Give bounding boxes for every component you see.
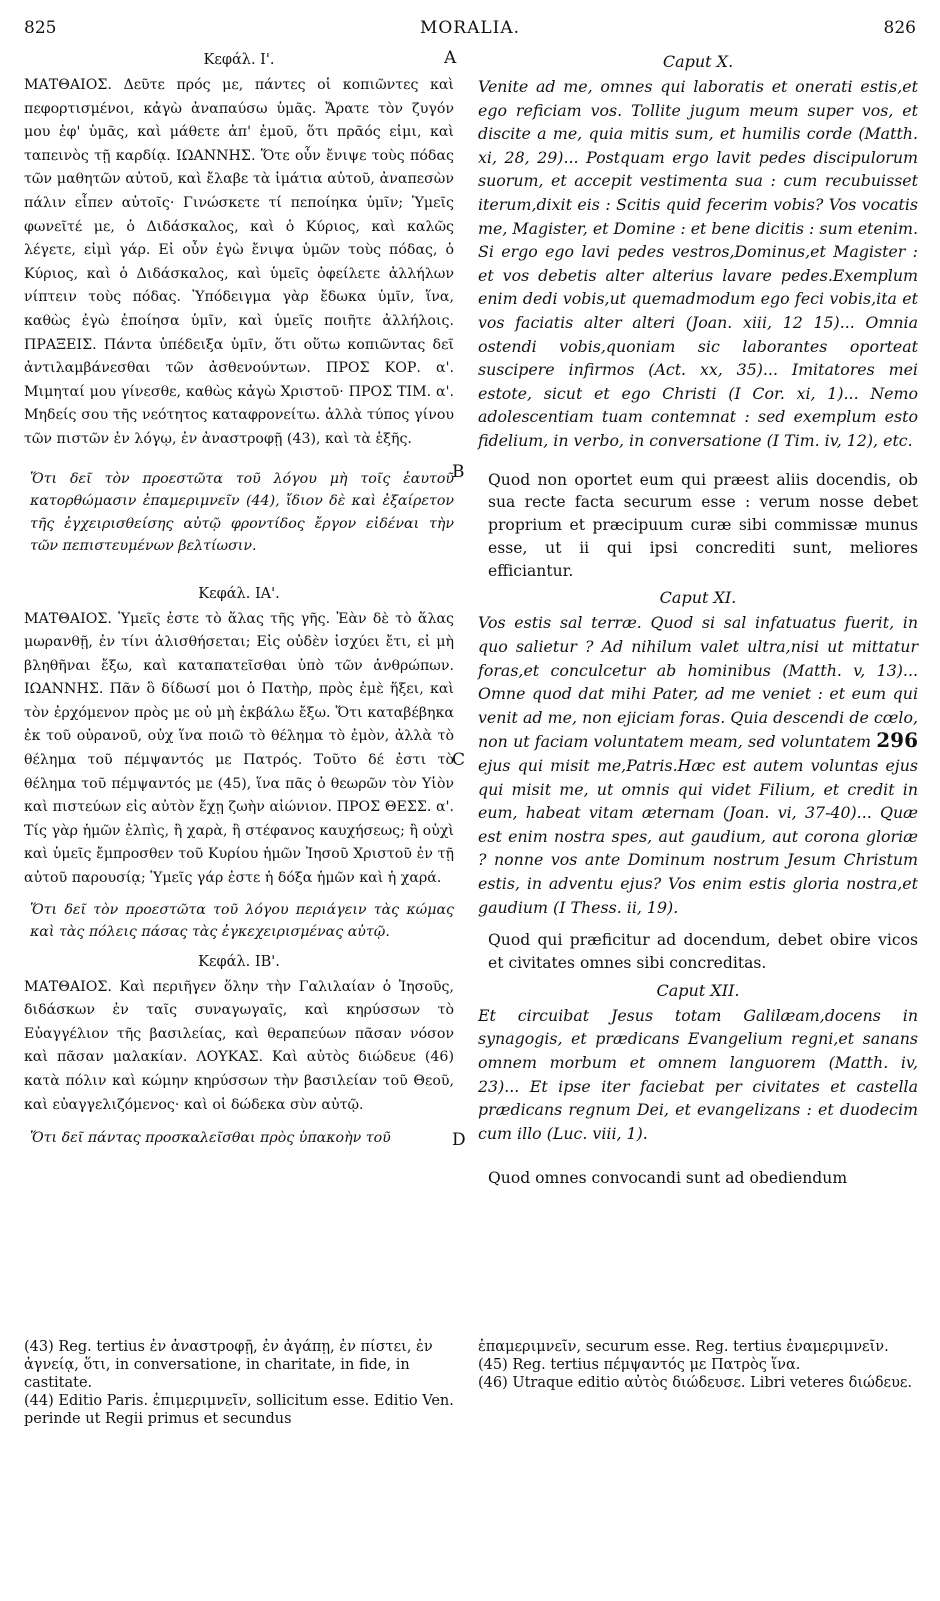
footnote-43: (43) Reg. tertius ἐν ἀναστροφῇ, ἐν ἀγάπῃ, ἐν πίστει, ἐν ἁγνείᾳ, ὅτι, in conversatione, in charitate, in fide, in castitate.: [24, 1339, 433, 1391]
page-number-right: 826: [883, 18, 916, 38]
footnote-44: (44) Editio Paris. ἐπιμεριμνεῖν, sollicitum esse. Editio Ven. perinde ut Regii primus et secundus: [24, 1393, 454, 1427]
latin-rubric-2: Quod qui præficitur ad docendum, debet obire vicos et civitates omnes sibi concreditas.: [488, 931, 918, 972]
greek-rubric-2: Ὅτι δεῖ τὸν προεστῶτα τοῦ λόγου περιάγειν τὰς κώμας καὶ τὰς πόλεις πάσας τὰς ἐγκεχειρισμένας αὐτῷ.: [30, 901, 454, 941]
latin-chapter-10-text: Venite ad me, omnes qui laboratis et onerati estis,et ego reficiam vos. Tollite jugum meum super vos, et discite a me, quia mitis sum, et humilis corde (Matth. xi, 28, 29)... Postquam ergo lavit pedes discipulorum suorum, et accepit vestimenta sua : cum recubuisset iterum,dixit eis : Scitis quid fecerim vobis? Vos vocatis me, Magister, et Domine : et bene dicitis : sum etenim. Si ergo ego lavi pedes vestros,Dominus,et Magister : et vos debetis alter alterius lavare pedes.Exemplum enim dedi vobis,ut quemadmodum ego feci vobis,ita et vos faciatis alter alteri (Joan. xiii, 12 15)... Omnia ostendi vobis,quoniam sic laborantes oporteat suscipere infirmos (Act. xx, 35)... Imitatores mei estote, sicut et ego Christi (I Cor. xi, 1)... Nemo adolescentiam tuam contemnat : sed exemplum esto fidelium, in verbo, in conversatione (I Tim. iv, 12), etc.: [478, 77, 918, 450]
margin-letter-d: D: [452, 1130, 466, 1150]
footnotes-right: [478, 1338, 918, 1392]
latin-rubric-1: Quod non oportet eum qui præest aliis docendis, ob sua recte facta securum esse : verum nosse debet proprium et præcipuum curæ sibi commissæ munus esse, ut ii qui ipsi concrediti sunt, meliores efficiantur.: [488, 470, 918, 580]
latin-rubric-3: Quod omnes convocandi sunt ad obediendum: [488, 1169, 848, 1188]
margin-letter-c: C: [452, 750, 466, 770]
greek-chapter-11-text: ΜΑΤΘΑΙΟΣ. Ὑμεῖς ἐστε τὸ ἅλας τῆς γῆς. Ἐὰν δὲ τὸ ἅλας μωρανθῇ, ἐν τίνι ἁλισθήσεται; Εἰς οὐδὲν ἰσχύει ἔτι, εἰ μὴ βληθῆναι ἔξω, καὶ καταπατεῖσθαι ὑπὸ τῶν ἀνθρώπων. ΙΩΑΝΝΗΣ. Πᾶν ὃ δίδωσί μοι ὁ Πατὴρ, πρὸς ἐμὲ ἥξει, καὶ τὸν ἐρχόμενον πρὸς με οὐ μὴ ἐκβάλω ἔξω. Ὅτι καταβέβηκα ἐκ τοῦ οὐρανοῦ, οὐχ ἵνα ποιῶ τὸ θέλημα τὸ ἐμὸν, ἀλλὰ τὸ θέλημα τοῦ πέμψαντός με Πατρός. Τοῦτο δέ ἐστι τὸ θέλημα τοῦ πέμψαντός με (45), ἵνα πᾶς ὁ θεωρῶν τὸν Υἱὸν καὶ πιστεύων εἰς αὐτὸν ἔχῃ ζωὴν αἰώνιον. ΠΡΟΣ ΘΕΣΣ. α'. Τίς γὰρ ἡμῶν ἐλπὶς, ἢ χαρὰ, ἢ στέφανος καυχήσεως; ἢ οὐχὶ καὶ ὑμεῖς ἔμπροσθεν τοῦ Κυρίου ἡμῶν Ἰησοῦ Χριστοῦ ἐν τῇ αὐτοῦ παρουσίᾳ; Ὑμεῖς γάρ ἐστε ἡ δόξα ἡμῶν καὶ ἡ χαρά.: [24, 610, 454, 887]
latin-chapter-11-heading: Caput XI.: [659, 588, 737, 608]
running-title: MORALIA.: [419, 18, 521, 38]
footnote-44-continued: ἐπαμεριμνεῖν, securum esse. Reg. tertius ἐναμεριμνεῖν.: [478, 1339, 889, 1355]
latin-chapter-12-text: Et circuibat Jesus totam Galilæam,docens in synagogis, et prædicans Evangelium regni,et sanans omnem morbum et omnem languorem (Matth. iv, 23)... Et ipse iter faciebat per civitates et castella prædicans regnum Dei, et evangelizans : et duodecim cum illo (Luc. viii, 1).: [478, 1005, 918, 1143]
latin-chapter-11-text: [478, 611, 918, 919]
latin-chapter-10-heading: Caput X.: [662, 52, 734, 71]
margin-letter-a: A: [444, 48, 457, 68]
column-number: 296: [876, 728, 919, 753]
latin-column: [478, 52, 918, 1196]
page-number-left: 825: [24, 18, 57, 38]
greek-chapter-12-text: ΜΑΤΘΑΙΟΣ. Καὶ περιῆγεν ὅλην τὴν Γαλιλαίαν ὁ Ἰησοῦς, διδάσκων ἐν ταῖς συναγωγαῖς, καὶ κηρύσσων τὸ Εὐαγγέλιον τῆς βασιλείας, καὶ θεραπεύων πᾶσαν νόσον καὶ πᾶσαν μαλακίαν. ΛΟΥΚΑΣ. Καὶ αὐτὸς διώδευε (46) κατὰ πόλιν καὶ κώμην κηρύσσων τὴν βασιλείαν τοῦ Θεοῦ, καὶ εὐαγγελιζόμενος· καὶ οἱ δώδεκα σὺν αὐτῷ.: [24, 978, 454, 1113]
footnote-46: (46) Utraque editio αὐτὸς διώδευσε. Libri veteres διώδευε.: [478, 1375, 913, 1391]
greek-chapter-11-heading: Κεφάλ. ΙΑ'.: [198, 585, 280, 602]
footnotes-left: [24, 1338, 454, 1428]
latin-chapter-12-heading: Caput XII.: [656, 980, 740, 1000]
greek-rubric-3: Ὅτι δεῖ πάντας προσκαλεῖσθαι πρὸς ὑπακοὴν τοῦ: [30, 1130, 391, 1147]
greek-rubric-1: Ὅτι δεῖ τὸν προεστῶτα τοῦ λόγου μὴ τοῖς ἑαυτοῦ κατορθώμασιν ἐπαμεριμνεῖν (44), ἴδιον δὲ καὶ ἐξαίρετον τῆς ἐγχειρισθείσης αὐτῷ φροντίδος ἔργον εἰδέναι τὴν τῶν πεπιστευμένων βελτίωσιν.: [30, 470, 454, 554]
greek-chapter-10-heading: Κεφάλ. Ι'.: [203, 52, 275, 68]
latin-chapter-11-text-part-2: ejus qui misit me,Patris.Hæc est autem voluntas ejus qui misit me, ut omnis qui videt Filium, et credit in eum, habeat vitam æternam (Joan. vi, 37-40)... Quæ est enim nostra spes, aut gaudium, aut corona gloriæ ? nonne vos ante Dominum nostrum Jesum Christum estis, in adventu ejus? Vos enim estis gloria nostra,et gaudium (I Thess. ii, 19).: [478, 756, 918, 917]
greek-chapter-12-heading: Κεφάλ. ΙΒ'.: [198, 953, 280, 970]
greek-column: [24, 52, 454, 1150]
margin-letter-b: B: [452, 462, 465, 482]
greek-chapter-10-text: ΜΑΤΘΑΙΟΣ. Δεῦτε πρός με, πάντες οἱ κοπιῶντες καὶ πεφορτισμένοι, κἀγὼ ἀναπαύσω ὑμᾶς. Ἄρατε τὸν ζυγόν μου ἐφ' ὑμᾶς, καὶ μάθετε ἀπ' ἐμοῦ, ὅτι πρᾶός εἰμι, καὶ ταπεινὸς τῇ καρδίᾳ. ΙΩΑΝΝΗΣ. Ὅτε οὖν ἔνιψε τοὺς πόδας τῶν μαθητῶν αὐτοῦ, καὶ ἔλαβε τὰ ἱμάτια αὐτοῦ, ἀναπεσὼν πάλιν εἶπεν αὐτοῖς· Γινώσκετε τί πεποίηκα ὑμῖν; Ὑμεῖς φωνεῖτέ με, ὁ Διδάσκαλος, καὶ ὁ Κύριος, καὶ καλῶς λέγετε, εἰμὶ γάρ. Εἰ οὖν ἐγὼ ἔνιψα ὑμῶν τοὺς πόδας, ὁ Κύριος, καὶ ὁ Διδάσκαλος, καὶ ὑμεῖς ὀφείλετε ἀλλήλων νίπτειν τοὺς πόδας. Ὑπόδειγμα γὰρ ἔδωκα ὑμῖν, ἵνα, καθὼς ἐγὼ ἐποίησα ὑμῖν, καὶ ὑμεῖς ποιῆτε ἀλλήλοις. ΠΡΑΞΕΙΣ. Πάντα ὑπέδειξα ὑμῖν, ὅτι οὕτω κοπιῶντας δεῖ ἀντιλαμβάνεσθαι τῶν ἀσθενούντων. ΠΡΟΣ ΚΟΡ. α'. Μιμηταί μου γίνεσθε, καθὼς κἀγὼ Χριστοῦ· ΠΡΟΣ ΤΙΜ. α'. Μηδείς σου τῆς νεότητος καταφρονείτω. ἀλλὰ τύπος γίνου τῶν πιστῶν ἐν λόγῳ, ἐν ἀναστροφῇ (43), καὶ τὰ ἑξῆς.: [24, 77, 454, 447]
footnote-45: (45) Reg. tertius πέμψαντός με Πατρὸς ἵνα.: [478, 1357, 801, 1373]
latin-chapter-11-text-part-1: Vos estis sal terræ. Quod si sal infatuatus fuerit, in quo salietur ? Ad nihilum valet ultra,nisi ut mittatur foras,et conculcetur ab hominibus (Matth. v, 13)... Omne quod dat mihi Pater, ad me veniet : et eum qui venit ad me, non ejiciam foras. Quia descendi de cœlo, non ut faciam voluntatem meam, sed voluntatem: [478, 613, 918, 752]
